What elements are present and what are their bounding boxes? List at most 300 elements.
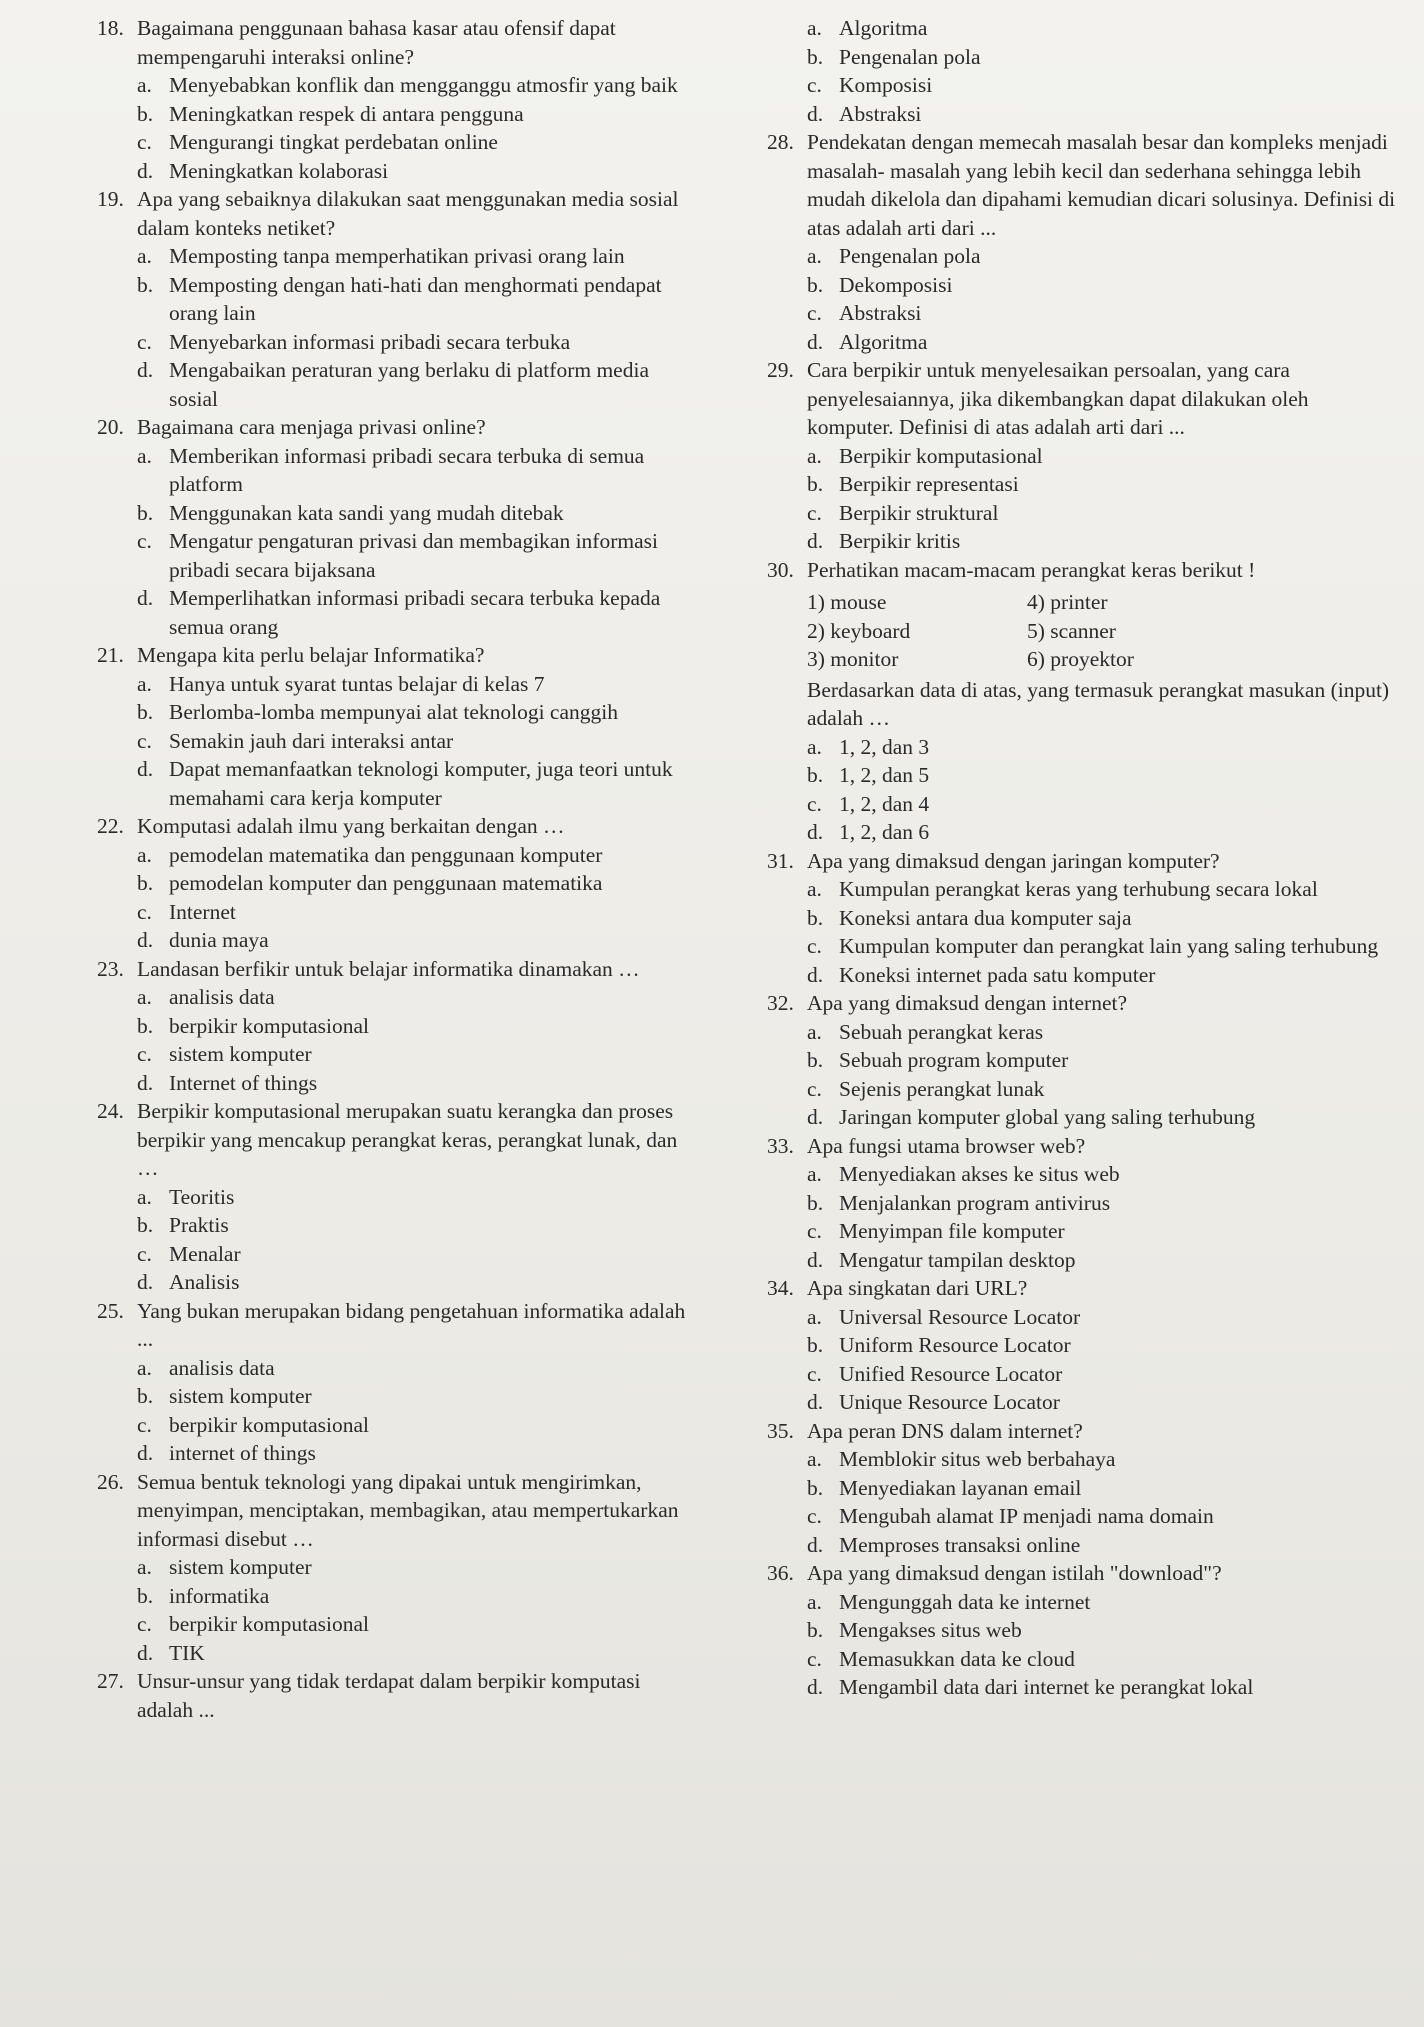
option-letter: a. xyxy=(807,1447,822,1471)
option-list xyxy=(137,983,687,1097)
option-letter: d. xyxy=(807,101,824,126)
option-d xyxy=(137,1268,687,1297)
option-c xyxy=(137,898,687,927)
option-text: 1, 2, dan 3 xyxy=(839,734,930,759)
option-text: Mengunggah data ke internet xyxy=(839,1589,1091,1614)
option-letter: b. xyxy=(807,1190,824,1215)
option-text: Pengenalan pola xyxy=(839,244,981,268)
option-c xyxy=(807,1217,1399,1246)
option-c xyxy=(137,1040,687,1069)
question-stem xyxy=(97,641,687,670)
option-text: Menyediakan akses ke situs web xyxy=(839,1162,1120,1186)
option-letter: a. xyxy=(137,244,152,268)
option-text: Memberikan informasi pribadi secara terbuka di semua platform xyxy=(169,443,645,496)
question-33 xyxy=(767,1132,1399,1275)
option-a xyxy=(807,242,1399,271)
question-stem xyxy=(767,356,1399,442)
option-list xyxy=(137,841,687,955)
question-18 xyxy=(97,14,687,185)
option-text: Meningkatkan kolaborasi xyxy=(169,158,389,183)
option-letter: c. xyxy=(807,1076,822,1101)
question-text: Cara berpikir untuk menyelesaikan persoalan, yang cara penyelesaiannya, jika dikembangkan dapat dilakukan oleh komputer. Definisi di atas adalah arti dari ... xyxy=(807,358,1309,439)
option-b xyxy=(807,1331,1399,1360)
option-c xyxy=(807,1502,1399,1531)
option-letter: d. xyxy=(137,358,154,382)
option-d xyxy=(137,1439,687,1468)
option-text: Menalar xyxy=(169,1241,241,1266)
question-stem xyxy=(97,14,687,71)
option-d xyxy=(137,584,687,641)
option-d xyxy=(807,100,1399,129)
option-text: Sebuah perangkat keras xyxy=(839,1019,1044,1044)
option-text: Uniform Resource Locator xyxy=(839,1333,1071,1357)
option-letter: b. xyxy=(807,1048,824,1072)
question-32 xyxy=(767,989,1399,1132)
option-letter: c. xyxy=(137,529,152,553)
question-number: 24. xyxy=(97,1099,124,1123)
option-c xyxy=(807,71,1399,100)
option-text: Sebuah program komputer xyxy=(839,1048,1069,1072)
question-stem xyxy=(767,1132,1399,1161)
option-text: Universal Resource Locator xyxy=(839,1304,1081,1329)
option-c xyxy=(807,932,1399,961)
option-text: analisis data xyxy=(169,985,275,1009)
option-letter: b. xyxy=(137,1013,154,1038)
question-number: 27. xyxy=(97,1669,124,1693)
option-letter: b. xyxy=(807,272,824,297)
option-d xyxy=(807,961,1399,990)
option-text: sistem komputer xyxy=(169,1042,312,1066)
question-text: Apa yang dimaksud dengan istilah "download"? xyxy=(807,1561,1222,1585)
option-text: Algoritma xyxy=(839,16,928,40)
question-number: 35. xyxy=(767,1418,794,1443)
question-stem xyxy=(767,1559,1399,1588)
option-b xyxy=(137,1382,687,1411)
option-a xyxy=(137,71,687,100)
option-d xyxy=(807,527,1399,556)
option-d xyxy=(137,1639,687,1668)
option-text: Memposting dengan hati-hati dan menghormati pendapat orang lain xyxy=(169,272,662,325)
option-d xyxy=(137,1069,687,1098)
question-number: 19. xyxy=(97,187,124,211)
question-21 xyxy=(97,641,687,812)
option-letter: d. xyxy=(807,1105,824,1129)
question-text: Bagaimana penggunaan bahasa kasar atau ofensif dapat mempengaruhi interaksi online? xyxy=(137,16,616,69)
right-column xyxy=(767,14,1399,1702)
option-b xyxy=(137,100,687,129)
option-text: Praktis xyxy=(169,1213,229,1237)
option-list xyxy=(137,1553,687,1667)
option-text: dunia maya xyxy=(169,928,269,952)
option-text: Mengurangi tingkat perdebatan online xyxy=(169,130,498,154)
option-letter: a. xyxy=(807,1304,822,1329)
option-text: Mengatur tampilan desktop xyxy=(839,1247,1076,1272)
option-c xyxy=(807,1645,1399,1674)
option-letter: c. xyxy=(137,329,152,354)
option-text: Mengatur pengaturan privasi dan membagikan informasi pribadi secara bijaksana xyxy=(169,529,658,582)
option-a xyxy=(137,1183,687,1212)
question-stem xyxy=(767,1274,1399,1303)
option-b xyxy=(807,470,1399,499)
option-b xyxy=(807,271,1399,300)
option-text: Menyebabkan konflik dan mengganggu atmosfir yang baik xyxy=(169,73,678,97)
question-stem xyxy=(767,1417,1399,1446)
option-text: Internet of things xyxy=(169,1070,318,1095)
option-letter: a. xyxy=(807,1019,822,1044)
option-a xyxy=(137,670,687,699)
option-list xyxy=(137,1183,687,1297)
option-text: Menggunakan kata sandi yang mudah ditebak xyxy=(169,500,564,525)
option-letter: a. xyxy=(137,842,152,867)
question-stem xyxy=(97,185,687,242)
option-b xyxy=(807,1189,1399,1218)
device-item: 5) scanner xyxy=(1027,618,1116,643)
option-text: Mengabaikan peraturan yang berlaku di platform media sosial xyxy=(169,358,649,411)
option-b xyxy=(137,499,687,528)
question-text: Bagaimana cara menjaga privasi online? xyxy=(137,415,486,439)
device-list xyxy=(807,588,1399,674)
option-a xyxy=(137,1354,687,1383)
option-letter: d. xyxy=(137,928,154,952)
question-31 xyxy=(767,847,1399,990)
option-text: sistem komputer xyxy=(169,1555,312,1579)
option-text: Komposisi xyxy=(839,73,933,97)
option-letter: d. xyxy=(137,757,154,781)
option-text: berpikir komputasional xyxy=(169,1013,370,1038)
option-letter: c. xyxy=(137,130,152,154)
option-b xyxy=(807,1046,1399,1075)
option-list xyxy=(807,733,1399,847)
option-d xyxy=(137,926,687,955)
question-text: Berpikir komputasional merupakan suatu kerangka dan proses berpikir yang mencakup perangkat keras, perangkat lunak, dan … xyxy=(137,1099,678,1180)
question-number: 34. xyxy=(767,1276,794,1300)
option-text: Abstraksi xyxy=(839,301,922,325)
question-text: Apa singkatan dari URL? xyxy=(807,1276,1028,1300)
option-text: Memasukkan data ke cloud xyxy=(839,1646,1075,1671)
option-list xyxy=(807,1445,1399,1559)
option-letter: c. xyxy=(137,899,152,924)
option-text: 1, 2, dan 6 xyxy=(839,820,930,844)
option-text: Menyediakan layanan email xyxy=(839,1475,1082,1500)
question-number: 23. xyxy=(97,956,124,981)
option-text: Dekomposisi xyxy=(839,272,953,297)
option-b xyxy=(807,761,1399,790)
question-23 xyxy=(97,955,687,1098)
option-letter: d. xyxy=(137,1441,154,1465)
option-text: TIK xyxy=(169,1640,205,1665)
option-letter: d. xyxy=(807,1247,824,1272)
option-text: Sejenis perangkat lunak xyxy=(839,1076,1045,1101)
option-list xyxy=(807,1018,1399,1132)
option-text: analisis data xyxy=(169,1355,275,1380)
option-letter: c. xyxy=(807,301,822,325)
option-letter: a. xyxy=(807,734,822,759)
option-letter: b. xyxy=(807,44,824,69)
option-d xyxy=(807,1673,1399,1702)
option-d xyxy=(807,1246,1399,1275)
question-number: 21. xyxy=(97,643,124,667)
option-letter: a. xyxy=(137,73,152,97)
question-number: 22. xyxy=(97,814,124,838)
question-text: Apa yang dimaksud dengan internet? xyxy=(807,991,1128,1015)
spacer xyxy=(767,676,807,733)
option-text: Memposting tanpa memperhatikan privasi orang lain xyxy=(169,244,625,268)
option-letter: c. xyxy=(807,1504,822,1528)
option-letter: b. xyxy=(137,700,154,724)
option-letter: c. xyxy=(137,728,152,753)
option-letter: b. xyxy=(807,763,824,787)
option-text: 1, 2, dan 5 xyxy=(839,763,930,787)
question-number: 25. xyxy=(97,1298,124,1323)
option-text: Berpikir kritis xyxy=(839,529,961,553)
option-a xyxy=(807,1588,1399,1617)
question-number: 32. xyxy=(767,991,794,1015)
option-list xyxy=(807,1588,1399,1702)
question-number: 18. xyxy=(97,16,124,40)
option-text: sistem komputer xyxy=(169,1384,312,1408)
option-b xyxy=(137,1012,687,1041)
option-text: Dapat memanfaatkan teknologi komputer, juga teori untuk memahami cara kerja komputer xyxy=(169,757,673,810)
device-item: 4) printer xyxy=(1027,590,1108,614)
option-letter: a. xyxy=(807,877,822,901)
question-text: Pendekatan dengan memecah masalah besar dan kompleks menjadi masalah- masalah yang lebih kecil dan sederhana sehingga lebih mudah dikelola dan dipahami kemudian dicari solusinya. Definisi di atas adalah arti dari ... xyxy=(807,130,1396,240)
option-d xyxy=(807,1103,1399,1132)
option-d xyxy=(807,328,1399,357)
option-letter: b. xyxy=(137,1583,154,1608)
option-d xyxy=(137,157,687,186)
option-text: berpikir komputasional xyxy=(169,1412,370,1437)
question-text: Semua bentuk teknologi yang dipakai untuk mengirimkan, menyimpan, menciptakan, membagikan, atau mempertukarkan informasi disebut … xyxy=(137,1469,679,1551)
question-number: 26. xyxy=(97,1469,124,1494)
option-text: Berpikir struktural xyxy=(839,500,999,525)
question-stem xyxy=(97,413,687,442)
option-letter: c. xyxy=(137,1241,152,1266)
option-text: Mengubah alamat IP menjadi nama domain xyxy=(839,1504,1214,1528)
option-b xyxy=(807,1616,1399,1645)
option-text: Berpikir komputasional xyxy=(839,443,1043,468)
option-list xyxy=(137,71,687,185)
question-stem xyxy=(767,556,1399,585)
question-number: 30. xyxy=(767,557,794,582)
option-b xyxy=(137,271,687,328)
option-letter: b. xyxy=(137,1213,154,1237)
option-text: Internet xyxy=(169,899,236,924)
option-text: Berpikir representasi xyxy=(839,472,1019,496)
option-a xyxy=(807,1160,1399,1189)
option-letter: b. xyxy=(137,500,154,525)
option-letter: c. xyxy=(807,1361,822,1386)
option-letter: d. xyxy=(137,1070,154,1095)
option-list xyxy=(807,442,1399,556)
option-d xyxy=(137,755,687,812)
option-d xyxy=(807,818,1399,847)
option-letter: d. xyxy=(807,529,824,553)
option-text: Algoritma xyxy=(839,329,928,354)
question-text: Landasan berfikir untuk belajar informatika dinamakan … xyxy=(137,956,640,981)
option-d xyxy=(137,356,687,413)
option-text: Memperlihatkan informasi pribadi secara terbuka kepada semua orang xyxy=(169,586,661,639)
option-letter: c. xyxy=(807,791,822,816)
option-list xyxy=(137,1354,687,1468)
question-number: 33. xyxy=(767,1133,794,1158)
question-stem xyxy=(97,1297,687,1354)
option-letter: b. xyxy=(807,1475,824,1500)
option-a xyxy=(807,14,1399,43)
question-text: Mengapa kita perlu belajar Informatika? xyxy=(137,643,485,667)
option-text: Semakin jauh dari interaksi antar xyxy=(169,728,454,753)
option-b xyxy=(807,904,1399,933)
option-letter: a. xyxy=(807,244,822,268)
option-b xyxy=(137,698,687,727)
option-c xyxy=(137,1240,687,1269)
question-stem xyxy=(97,1667,687,1724)
device-item: 3) monitor xyxy=(807,647,899,671)
question-text: Perhatikan macam-macam perangkat keras berikut ! xyxy=(807,557,1256,582)
option-c xyxy=(807,299,1399,328)
option-text: Menjalankan program antivirus xyxy=(839,1190,1111,1215)
option-c xyxy=(137,128,687,157)
option-text: Kumpulan komputer dan perangkat lain yang saling terhubung xyxy=(839,934,1379,958)
option-letter: a. xyxy=(137,985,152,1009)
option-letter: a. xyxy=(137,1184,152,1209)
question-text: Komputasi adalah ilmu yang berkaitan dengan … xyxy=(137,814,565,838)
option-text: Analisis xyxy=(169,1270,240,1294)
option-text: berpikir komputasional xyxy=(169,1612,370,1636)
option-a xyxy=(137,1553,687,1582)
option-letter: b. xyxy=(137,871,154,895)
question-stem xyxy=(767,989,1399,1018)
option-letter: b. xyxy=(807,1333,824,1357)
option-letter: b. xyxy=(807,1618,824,1642)
option-c xyxy=(807,499,1399,528)
option-b xyxy=(807,43,1399,72)
option-c xyxy=(137,1411,687,1440)
option-letter: d. xyxy=(137,1270,154,1294)
question-text-continued: Berdasarkan data di atas, yang termasuk perangkat masukan (input) adalah … xyxy=(807,677,1390,730)
option-list xyxy=(137,442,687,642)
option-c xyxy=(807,1075,1399,1104)
option-letter: d. xyxy=(137,586,154,610)
option-text: Mengakses situs web xyxy=(839,1618,1022,1642)
option-b xyxy=(137,1582,687,1611)
option-c xyxy=(137,328,687,357)
option-letter: d. xyxy=(807,1390,824,1414)
option-a xyxy=(137,242,687,271)
question-25 xyxy=(97,1297,687,1468)
option-letter: a. xyxy=(807,1589,822,1614)
option-text: Memblokir situs web berbahaya xyxy=(839,1447,1116,1471)
option-letter: c. xyxy=(137,1612,152,1636)
option-list xyxy=(807,242,1399,356)
option-letter: c. xyxy=(807,1219,822,1243)
option-text: internet of things xyxy=(169,1441,316,1465)
option-text: Meningkatkan respek di antara pengguna xyxy=(169,101,524,126)
option-a xyxy=(807,442,1399,471)
option-letter: c. xyxy=(137,1042,152,1066)
option-letter: c. xyxy=(807,500,822,525)
question-text: Apa yang dimaksud dengan jaringan komputer? xyxy=(807,848,1220,873)
option-letter: d. xyxy=(137,158,154,183)
question-29 xyxy=(767,356,1399,556)
option-c xyxy=(807,1360,1399,1389)
question-text: Unsur-unsur yang tidak terdapat dalam berpikir komputasi adalah ... xyxy=(137,1669,641,1722)
question-22 xyxy=(97,812,687,955)
option-list xyxy=(807,875,1399,989)
option-list xyxy=(137,242,687,413)
option-text: Hanya untuk syarat tuntas belajar di kelas 7 xyxy=(169,671,545,696)
question-34 xyxy=(767,1274,1399,1417)
option-text: Unique Resource Locator xyxy=(839,1390,1060,1414)
option-a xyxy=(137,442,687,499)
option-a xyxy=(807,1018,1399,1047)
option-letter: c. xyxy=(137,1412,152,1437)
option-letter: d. xyxy=(807,1675,824,1699)
option-a xyxy=(807,733,1399,762)
option-text: Jaringan komputer global yang saling terhubung xyxy=(839,1105,1256,1129)
device-item: 1) mouse xyxy=(807,590,887,614)
option-b xyxy=(137,869,687,898)
option-a xyxy=(807,1445,1399,1474)
question-26 xyxy=(97,1468,687,1668)
option-letter: d. xyxy=(807,962,824,987)
question-30 xyxy=(767,556,1399,847)
question-text: Apa fungsi utama browser web? xyxy=(807,1133,1086,1158)
option-letter: a. xyxy=(137,1555,152,1579)
option-text: Menyebarkan informasi pribadi secara terbuka xyxy=(169,329,571,354)
option-letter: a. xyxy=(137,443,152,468)
question-text: Apa yang sebaiknya dilakukan saat menggunakan media sosial dalam konteks netiket? xyxy=(137,187,679,240)
option-text: pemodelan komputer dan penggunaan matematika xyxy=(169,871,603,895)
option-letter: b. xyxy=(137,1384,154,1408)
question-stem xyxy=(97,1097,687,1183)
option-text: Unified Resource Locator xyxy=(839,1361,1063,1386)
option-letter: c. xyxy=(807,934,822,958)
question-text: Apa peran DNS dalam internet? xyxy=(807,1418,1083,1443)
question-text: Yang bukan merupakan bidang pengetahuan informatika adalah ... xyxy=(137,1298,686,1351)
option-c xyxy=(137,1610,687,1639)
question-stem xyxy=(767,847,1399,876)
device-item: 6) proyektor xyxy=(1027,647,1134,671)
question-stem xyxy=(97,812,687,841)
question-stem xyxy=(97,1468,687,1554)
option-a xyxy=(807,875,1399,904)
question-35 xyxy=(767,1417,1399,1560)
option-d xyxy=(807,1531,1399,1560)
option-text: Teoritis xyxy=(169,1184,235,1209)
question-number: 36. xyxy=(767,1561,794,1585)
option-list xyxy=(807,1303,1399,1417)
question-cont xyxy=(767,14,1399,128)
option-text: Pengenalan pola xyxy=(839,44,981,69)
question-number: 31. xyxy=(767,848,794,873)
option-letter: a. xyxy=(137,671,152,696)
option-letter: c. xyxy=(807,73,822,97)
option-a xyxy=(137,983,687,1012)
option-c xyxy=(137,727,687,756)
option-text: Mengambil data dari internet ke perangkat lokal xyxy=(839,1675,1254,1699)
left-column xyxy=(97,14,687,1724)
option-c xyxy=(807,790,1399,819)
option-letter: c. xyxy=(807,1646,822,1671)
question-27 xyxy=(97,1667,687,1724)
question-36 xyxy=(767,1559,1399,1702)
question-number: 20. xyxy=(97,415,124,439)
option-a xyxy=(807,1303,1399,1332)
option-text: Memproses transaksi online xyxy=(839,1532,1081,1557)
option-text: pemodelan matematika dan penggunaan komputer xyxy=(169,842,603,867)
option-list xyxy=(137,670,687,813)
option-letter: b. xyxy=(137,101,154,126)
